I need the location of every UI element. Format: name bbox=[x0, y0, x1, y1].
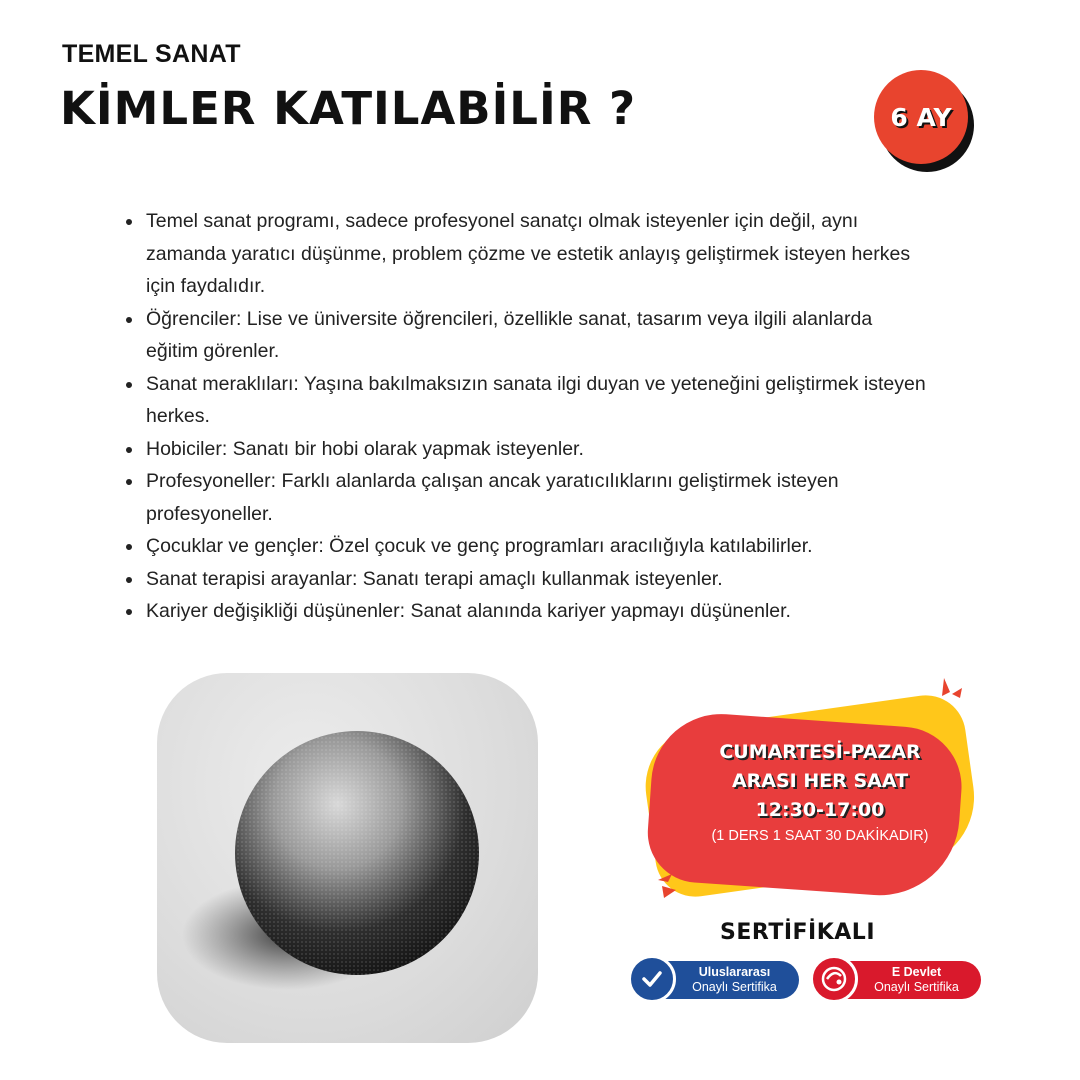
list-item: Profesyoneller: Farklı alanlarda çalışan ancak yaratıcılıklarını geliştirmek isteyen profesyoneller. bbox=[126, 465, 926, 530]
edevlet-certificate-badge bbox=[818, 961, 981, 999]
badge-title: E Devlet bbox=[891, 965, 942, 979]
sphere-stipple bbox=[235, 731, 479, 975]
badge-subtitle: Onaylı Sertifika bbox=[874, 980, 959, 994]
schedule-days: CUMARTESİ-PAZAR bbox=[719, 741, 921, 763]
edevlet-logo-icon bbox=[810, 955, 858, 1003]
course-subtitle: TEMEL SANAT bbox=[62, 40, 241, 68]
list-item: Sanat terapisi arayanlar: Sanatı terapi amaçlı kullanmak isteyenler. bbox=[126, 563, 926, 596]
list-item: Temel sanat programı, sadece profesyonel sanatçı olmak isteyenler için değil, aynı zamanda yaratıcı düşünme, problem çözme ve estetik anlayış geliştirmek isteyen herkes için faydalıdır. bbox=[126, 205, 926, 303]
badge-subtitle: Onaylı Sertifika bbox=[692, 980, 777, 994]
schedule-time: 12:30-17:00 bbox=[755, 799, 885, 821]
schedule-note: (1 DERS 1 SAAT 30 DAKİKADIR) bbox=[711, 828, 929, 844]
checkmark-icon bbox=[628, 955, 676, 1003]
page-title: KİMLER KATILABİLİR ? bbox=[60, 82, 637, 135]
list-item: Çocuklar ve gençler: Özel çocuk ve genç programları aracılığıyla katılabilirler. bbox=[126, 530, 926, 563]
badge-title: Uluslararası bbox=[698, 965, 771, 979]
spark-icon bbox=[940, 678, 964, 706]
spark-icon bbox=[656, 872, 680, 902]
list-item: Kariyer değişikliği düşünenler: Sanat alanında kariyer yapmayı düşünenler. bbox=[126, 595, 926, 628]
stippled-sphere-artwork bbox=[157, 673, 538, 1043]
duration-badge bbox=[874, 70, 968, 164]
schedule-frequency: ARASI HER SAAT bbox=[731, 770, 909, 792]
international-certificate-badge bbox=[636, 961, 799, 999]
audience-list bbox=[126, 205, 926, 628]
list-item: Hobiciler: Sanatı bir hobi olarak yapmak isteyenler. bbox=[126, 433, 926, 466]
certificate-heading: SERTİFİKALI bbox=[720, 920, 876, 945]
sphere-drawing bbox=[157, 673, 538, 1043]
schedule-text bbox=[670, 738, 970, 847]
list-item: Sanat meraklıları: Yaşına bakılmaksızın sanata ilgi duyan ve yeteneğini geliştirmek isteyen herkes. bbox=[126, 368, 926, 433]
duration-badge-label: 6 AY bbox=[890, 102, 952, 132]
list-item: Öğrenciler: Lise ve üniversite öğrencileri, özellikle sanat, tasarım veya ilgili alanlarda eğitim görenler. bbox=[126, 303, 926, 368]
